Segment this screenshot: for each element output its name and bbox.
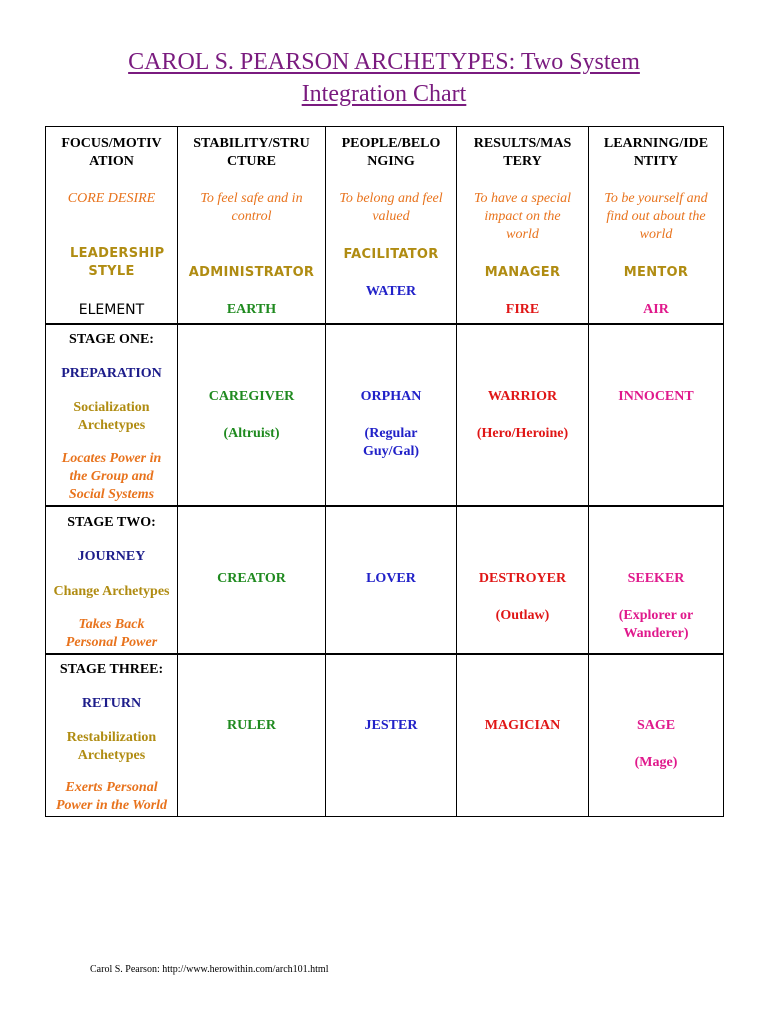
leadership-style: MANAGER	[484, 265, 561, 280]
archetype-alt: (Outlaw)	[495, 608, 550, 623]
archetype-cell	[326, 506, 457, 654]
stage-label-cell	[46, 654, 178, 817]
source-footer: Carol S. Pearson: http://www.herowithin.com/arch101.html	[90, 964, 329, 975]
core-desire: To belong and feel valued	[339, 191, 443, 224]
archetype-sage: SAGE	[636, 718, 676, 733]
element-label: ELEMENT	[78, 302, 145, 318]
archetype-cell	[589, 654, 724, 817]
archetype-warrior: WARRIOR	[487, 389, 558, 404]
stage-name: JOURNEY	[77, 549, 146, 564]
stage-one-row	[46, 324, 724, 506]
archetype-cell	[589, 506, 724, 654]
stage-name: PREPARATION	[61, 366, 162, 381]
archetype-cell	[457, 324, 589, 506]
leadership-style: MENTOR	[623, 265, 689, 280]
leadership-style: FACILITATOR	[343, 247, 439, 262]
column-header: PEOPLE/BELO NGING	[341, 136, 441, 169]
archetype-alt: (Regular Guy/Gal)	[362, 426, 419, 459]
archetype-cell	[589, 324, 724, 506]
stage-power: Takes Back Personal Power	[65, 617, 158, 650]
stage-name: RETURN	[81, 696, 142, 711]
stage-power: Locates Power in the Group and Social Systems	[61, 451, 162, 502]
header-cell-people	[326, 127, 457, 325]
column-header: FOCUS/MOTIV ATION	[61, 136, 162, 169]
core-desire: To feel safe and in control	[200, 191, 303, 224]
archetype-ruler: RULER	[226, 718, 276, 733]
stage-label-cell	[46, 506, 178, 654]
element-water: WATER	[365, 284, 417, 299]
leadership-style: ADMINISTRATOR	[188, 265, 315, 280]
archetype-cell	[457, 506, 589, 654]
archetype-integration-table	[45, 126, 724, 817]
header-row	[46, 127, 724, 325]
element-fire: FIRE	[505, 302, 540, 317]
stage-two-row	[46, 506, 724, 654]
element-air: AIR	[643, 302, 669, 317]
chart-title-line-1: CAROL S. PEARSON ARCHETYPES: Two System	[128, 49, 640, 75]
column-header: RESULTS/MAS TERY	[473, 136, 572, 169]
core-desire: To have a special impact on the world	[473, 191, 572, 242]
element-earth: EARTH	[226, 302, 277, 317]
archetype-cell	[178, 654, 326, 817]
stage-three-row	[46, 654, 724, 817]
header-cell-focus	[46, 127, 178, 325]
stage-label-cell	[46, 324, 178, 506]
archetype-innocent: INNOCENT	[618, 389, 694, 404]
stage-label: STAGE THREE:	[59, 662, 164, 677]
stage-archetypes: Socialization Archetypes	[73, 400, 150, 433]
archetype-alt: (Explorer or Wanderer)	[618, 608, 694, 641]
header-cell-stability	[178, 127, 326, 325]
leadership-style-label: LEADERSHIP STYLE	[70, 246, 165, 279]
header-cell-results	[457, 127, 589, 325]
core-desire: To be yourself and find out about the world	[604, 191, 708, 242]
archetype-alt: (Altruist)	[223, 426, 280, 441]
stage-archetypes: Restabilization Archetypes	[66, 730, 157, 763]
archetype-cell	[326, 324, 457, 506]
archetype-caregiver: CAREGIVER	[208, 389, 295, 404]
archetype-destroyer: DESTROYER	[478, 571, 567, 586]
archetype-jester: JESTER	[364, 718, 418, 733]
stage-power: Exerts Personal Power in the World	[55, 780, 168, 813]
archetype-magician: MAGICIAN	[484, 718, 561, 733]
chart-title-line-2: Integration Chart	[301, 81, 467, 107]
header-cell-learning	[589, 127, 724, 325]
stage-label: STAGE ONE:	[69, 332, 154, 347]
core-desire-label: CORE DESIRE	[67, 191, 156, 206]
archetype-seeker: SEEKER	[627, 571, 685, 586]
archetype-lover: LOVER	[366, 571, 416, 586]
stage-label: STAGE TWO:	[67, 515, 156, 530]
archetype-orphan: ORPHAN	[360, 389, 422, 404]
archetype-alt: (Hero/Heroine)	[476, 426, 569, 441]
archetype-cell	[457, 654, 589, 817]
archetype-cell	[178, 324, 326, 506]
column-header: STABILITY/STRU CTURE	[193, 136, 310, 169]
column-header: LEARNING/IDE NTITY	[603, 136, 709, 169]
archetype-cell	[326, 654, 457, 817]
archetype-cell	[178, 506, 326, 654]
archetype-alt: (Mage)	[634, 755, 678, 770]
archetype-creator: CREATOR	[217, 571, 286, 586]
stage-archetypes: Change Archetypes	[53, 584, 170, 599]
